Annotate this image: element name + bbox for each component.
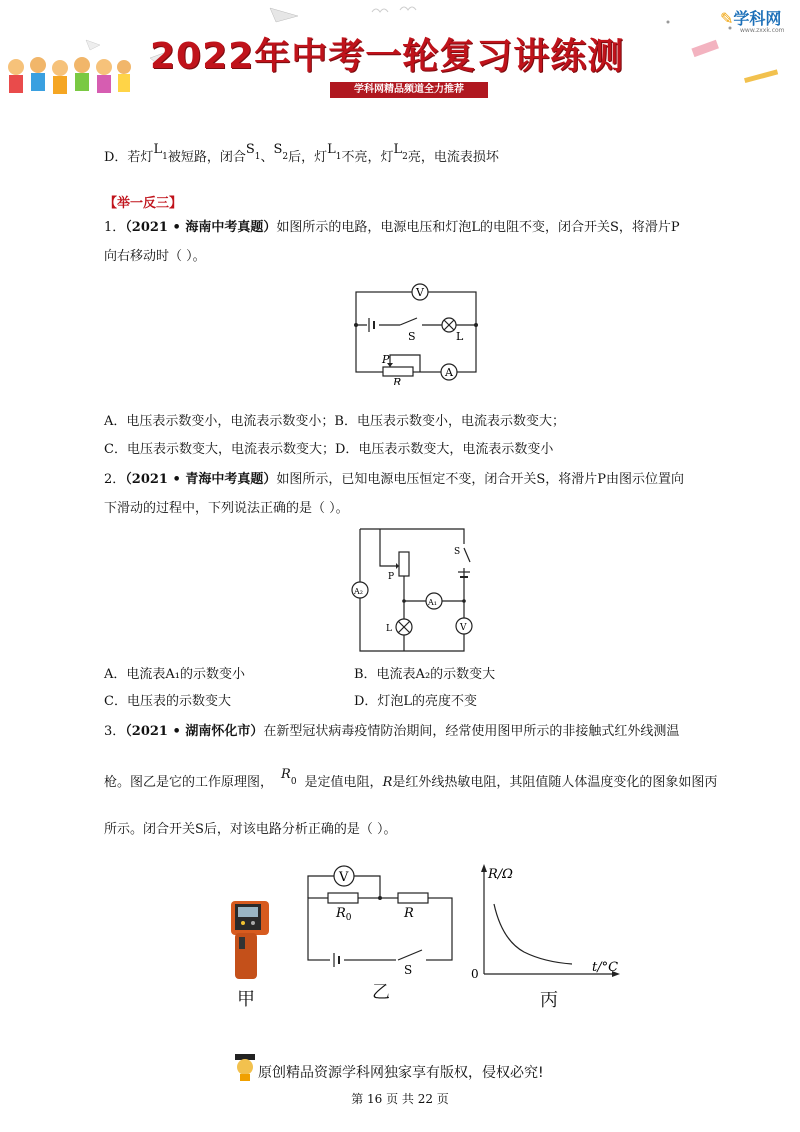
- previous-option-d: D．若灯$L_1$被短路，闭合$S_1$、$S_2$后，灯$L_1$不亮，灯$L_2$亮，电流表损坏: [104, 142, 499, 165]
- q1-circuit-diagram: [345, 280, 485, 385]
- q3-r-label: R: [404, 906, 414, 921]
- page-header: [0, 0, 800, 110]
- q3-stem-line3: 所示。闭合开关S后，对该电路分析正确的是（ ）。: [104, 822, 397, 837]
- footer-copyright: 原创精品资源学科网独家享有版权，侵权必究!: [258, 1065, 544, 1081]
- banner-title: 2022年中考一轮复习讲练测: [150, 36, 625, 77]
- q2-slider-label: P: [388, 572, 395, 582]
- q1-options-ab: A．电压表示数变小，电流表示数变小；B．电压表示数变小，电流表示数变大；: [104, 414, 565, 429]
- figure-jia-label: 甲: [237, 989, 255, 1010]
- graph-y-axis-label: R/Ω: [488, 867, 513, 882]
- q3-r0-label: $R_0$: [336, 906, 352, 923]
- q2-option-d: D．灯泡L的亮度不变: [354, 694, 478, 709]
- q2-option-b: B．电流表A₂的示数变大: [354, 667, 496, 682]
- q1-ammeter-label: A: [445, 366, 453, 379]
- infrared-thermometer-image: [225, 895, 275, 983]
- q1-slider-label: P: [382, 353, 390, 366]
- q1-switch-label: S: [408, 330, 416, 343]
- graph-origin-label: 0: [471, 967, 479, 981]
- q2-ammeter1-label: A₁: [428, 598, 437, 607]
- banner-subtitle: 学科网精品频道全力推荐: [330, 82, 488, 98]
- section-heading: 【举一反三】: [104, 196, 183, 211]
- q2-option-a: A．电流表A₁的示数变小: [104, 667, 245, 682]
- q3-circuit-diagram: [300, 856, 460, 976]
- page-number: 第 16 页 共 22 页: [351, 1092, 449, 1106]
- q3-stem-line2: 枪。图乙是它的工作原理图，$R_0$ 是定值电阻，R是红外线热敏电阻，其阻值随人体温度变化的图象如图丙: [104, 767, 718, 790]
- q1-options-cd: C．电压表示数变大，电流表示数变大；D．电压表示数变大，电流表示数变小: [104, 442, 554, 457]
- q1-voltmeter-label: V: [416, 286, 424, 299]
- q1-stem-line1: 1．（2021 • 海南中考真题）如图所示的电路，电源电压和灯泡L的电阻不变，闭合开关S，将滑片P: [104, 220, 680, 235]
- q3-switch-label: S: [404, 963, 413, 976]
- q1-stem-line2: 向右移动时（ ）。: [104, 249, 206, 264]
- q2-circuit-diagram: [346, 526, 486, 656]
- q2-voltmeter-label: V: [460, 623, 467, 633]
- site-logo-url: www.zxxk.com: [740, 27, 785, 34]
- q3-resistance-temperature-graph: [464, 860, 624, 985]
- figure-bing-label: 丙: [540, 990, 558, 1011]
- q2-switch-label: S: [454, 547, 461, 557]
- q2-ammeter2-label: A₂: [354, 587, 363, 596]
- site-logo: ✎学科网: [720, 9, 782, 28]
- figure-yi-label: 乙: [372, 982, 390, 1003]
- q2-option-c: C．电压表的示数变大: [104, 694, 231, 709]
- footer-mascot-icon: [232, 1052, 258, 1082]
- q1-rheostat-label: R: [393, 376, 402, 385]
- q1-lamp-label: L: [456, 330, 464, 343]
- q2-stem-line1: 2．（2021 • 青海中考真题）如图所示，已知电源电压恒定不变，闭合开关S，将滑片P由图示位置向: [104, 472, 684, 487]
- q2-lamp-label: L: [386, 624, 392, 634]
- q2-stem-line2: 下滑动的过程中，下列说法正确的是（ ）。: [104, 501, 349, 516]
- graph-x-axis-label: t/°C: [592, 960, 619, 975]
- q3-stem-line1: 3．（2021 • 湖南怀化市）在新型冠状病毒疫情防治期间，经常使用图甲所示的非接触式红外线测温: [104, 724, 680, 739]
- q3-voltmeter-label: V: [339, 870, 349, 885]
